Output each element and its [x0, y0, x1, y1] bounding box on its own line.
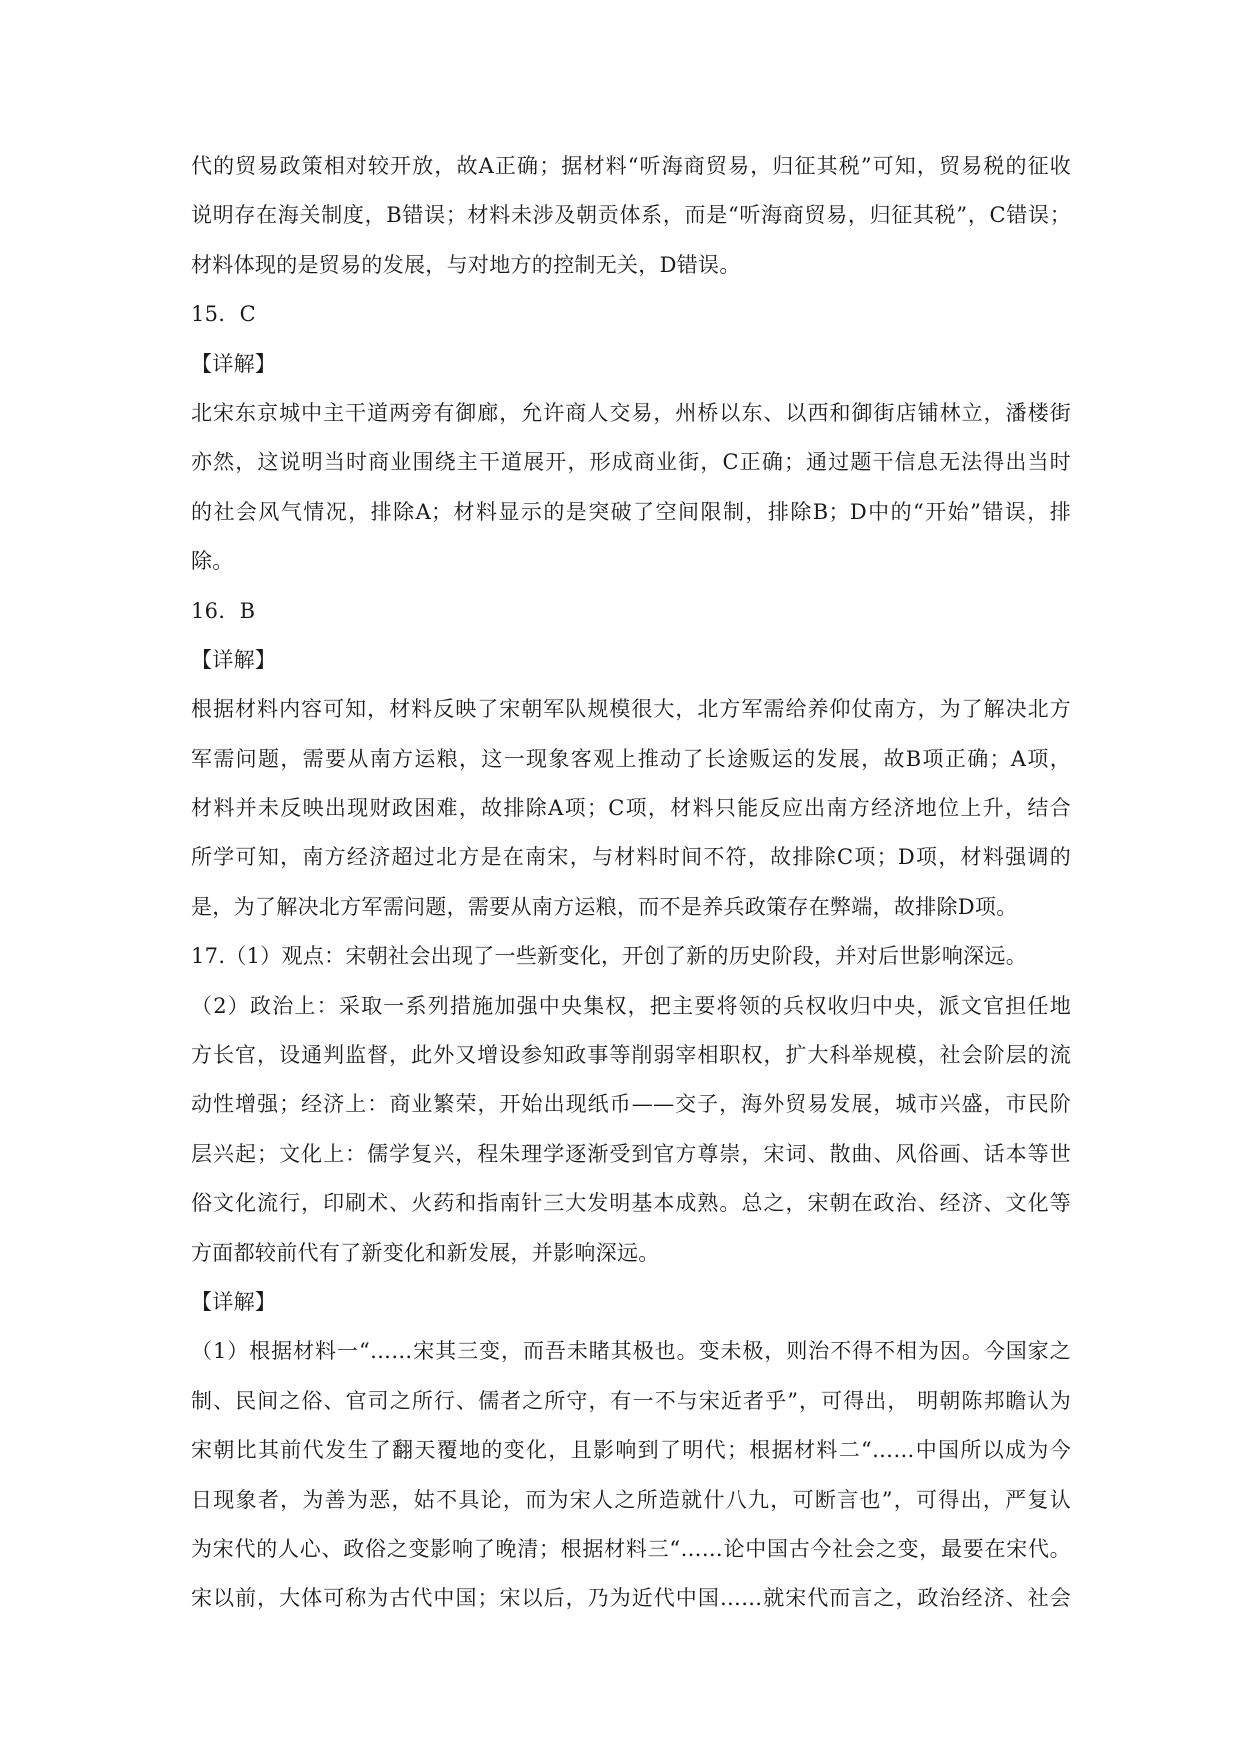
text-line: 说明存在海关制度，B错误；材料未涉及朝贡体系，而是“听海商贸易，归征其税”，C错误； [191, 203, 1071, 228]
text-line: 日现象者，为善为恶，姑不具论，而为宋人之所造就什八九，可断言也”，可得出，严复认 [191, 1487, 1071, 1512]
section-heading: 【详解】 [191, 1289, 277, 1314]
section-heading: 【详解】 [191, 351, 277, 376]
text-line: 宋朝比其前代发生了翻天覆地的变化，且影响到了明代；根据材料二“……中国所以成为今 [191, 1438, 1071, 1463]
text-line: 层兴起；文化上：儒学复兴，程朱理学逐渐受到官方尊崇，宋词、散曲、风俗画、话本等世 [191, 1141, 1071, 1166]
text-line: 北宋东京城中主干道两旁有御廊，允许商人交易，州桥以东、以西和御街店铺林立，潘楼街 [191, 400, 1071, 425]
section-heading: 【详解】 [191, 647, 277, 672]
text-line: 是，为了解决北方军需问题，需要从南方运粮，而不是养兵政策存在弊端，故排除D项。 [191, 894, 1018, 919]
text-line: 宋以前，大体可称为古代中国；宋以后，乃为近代中国……就宋代而言之，政治经济、社会 [191, 1586, 1071, 1611]
text-line: （2）政治上：采取一系列措施加强中央集权，把主要将领的兵权收归中央，派文官担任地 [191, 993, 1071, 1018]
question-number: 16．B [191, 598, 256, 623]
text-line: 根据材料内容可知，材料反映了宋朝军队规模很大，北方军需给养仰仗南方，为了解决北方 [191, 697, 1071, 722]
text-line: 亦然，这说明当时商业围绕主干道展开，形成商业街，C正确；通过题干信息无法得出当时 [191, 450, 1071, 475]
question-number: 17.（1）观点：宋朝社会出现了一些新变化，开创了新的历史阶段，并对后世影响深远。 [191, 944, 1028, 969]
text-line: 的社会风气情况，排除A；材料显示的是突破了空间限制，排除B；D中的“开始”错误，排 [191, 499, 1071, 524]
text-line: 所学可知，南方经济超过北方是在南宋，与材料时间不符，故排除C项；D项，材料强调的 [191, 845, 1071, 870]
text-line: 制、民间之俗、官司之所行、儒者之所守，有一不与宋近者乎”，可得出， 明朝陈邦瞻认为 [191, 1388, 1071, 1413]
question-number: 15．C [191, 302, 256, 327]
text-line: 俗文化流行，印刷术、火药和指南针三大发明基本成熟。总之，宋朝在政治、经济、文化等 [191, 1191, 1071, 1216]
text-line: 方面都较前代有了新变化和新发展，并影响深远。 [191, 1240, 660, 1265]
text-line: 代的贸易政策相对较开放，故A正确；据材料“听海商贸易，归征其税”可知，贸易税的征收 [191, 154, 1071, 178]
document-page [191, 152, 1071, 1634]
text-line: 为宋代的人心、政俗之变影响了晚清；根据材料三“……论中国古今社会之变，最要在宋代。 [191, 1536, 1071, 1561]
text-line: 动性增强；经济上：商业繁荣，开始出现纸币——交子，海外贸易发展，城市兴盛，市民阶 [191, 1092, 1071, 1117]
text-line: 材料并未反映出现财政困难，故排除A项；C项，材料只能反应出南方经济地位上升，结合 [191, 796, 1071, 821]
text-line: 军需问题，需要从南方运粮，这一现象客观上推动了长途贩运的发展，故B项正确；A项， [191, 746, 1071, 771]
text-line: 方长官，设通判监督，此外又增设参知政事等削弱宰相职权，扩大科举规模，社会阶层的流 [191, 1043, 1071, 1068]
text-line: （1）根据材料一“……宋其三变，而吾未睹其极也。变未极，则治不得不相为因。今国家之 [191, 1339, 1071, 1364]
text-line: 除。 [191, 549, 234, 574]
text-line: 材料体现的是贸易的发展，与对地方的控制无关，D错误。 [191, 252, 741, 277]
